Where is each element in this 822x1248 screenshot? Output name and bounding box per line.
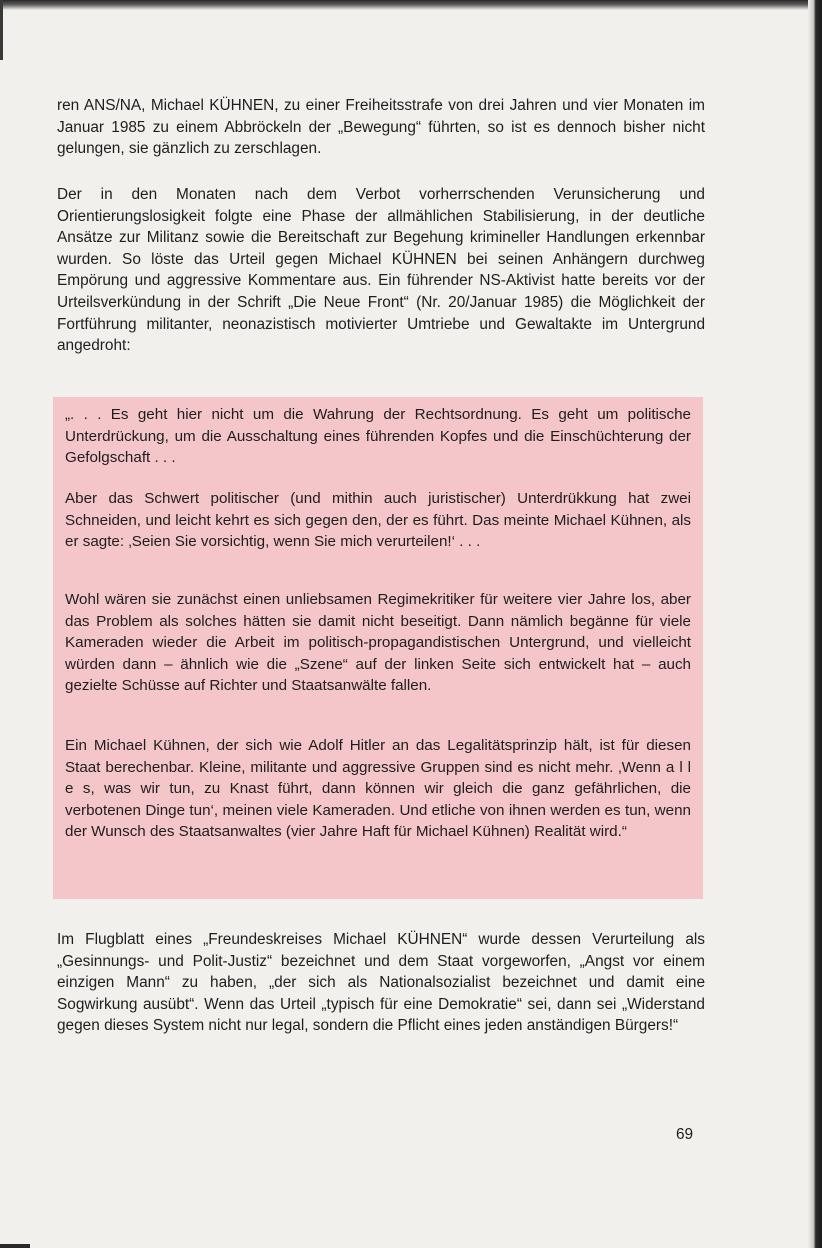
page-number: 69 xyxy=(676,1126,694,1143)
paragraph-intro: ren ANS/NA, Michael KÜHNEN, zu einer Freiheitsstrafe von drei Jahren und vier Monaten im Januar 1985 zu einem Abbröckeln der „Bewegung“ führten, so ist es dennoch bisher nicht gelungen, sie gänzlich zu zerschlagen. xyxy=(57,97,705,158)
scan-top-edge xyxy=(0,0,822,10)
quote-paragraph-2: Aber das Schwert politischer (und mithin auch juristischer) Unterdrükkung hat zwei Schneiden, und leicht kehrt es sich gegen den, der es führt. Das meinte Michael Kühnen, als er sagte: ‚Seien Sie vorsichtig, wenn Sie mich verurteilen!‘ . . . xyxy=(65,490,691,551)
scan-bottom-edge xyxy=(0,1244,30,1248)
book-spine-edge xyxy=(808,0,822,1248)
quote-paragraph-3: Wohl wären sie zunächst einen unliebsamen Regimekritiker für weitere vier Jahre los, aber das Problem als solches hätten sie damit nicht beseitigt. Dann nämlich begänne für viele Kameraden wieder die Arbeit im politisch-propagandistischen Untergrund, und vielleicht würden dann – ähnlich wie die „Szene“ auf der linken Seite sich entwickelt hat – auch gezielte Schüsse auf Richter und Staatsanwälte fallen. xyxy=(65,591,691,695)
quote-paragraph-4: Ein Michael Kühnen, der sich wie Adolf Hitler an das Legalitätsprinzip hält, ist für diesen Staat berechenbar. Kleine, militante und aggressive Gruppen sind es nicht mehr. ‚Wenn a l l e s, was wir tun, zu Knast führt, dann können wir gleich die ganz gefährlichen, die verbotenen Dinge tun‘, meinen viele Kameraden. Und etliche von ihnen werden es tun, wenn der Wunsch des Staatsanwaltes (vier Jahre Haft für Michael Kühnen) Realität wird.“ xyxy=(65,737,691,841)
paragraph-stabilization: Der in den Monaten nach dem Verbot vorherrschenden Verunsicherung und Orientierungslosigkeit folgte eine Phase der allmählichen Stabilisierung, in der deutliche Ansätze zur Militanz sowie die Bereitschaft zur Begehung krimineller Handlungen erkennbar wurden. So löste das Urteil gegen Michael KÜHNEN bei seinen Anhängern durchweg Empörung und aggressive Kommentare aus. Ein führender NS-Aktivist hatte bereits vor der Urteilsverkündung in der Schrift „Die Neue Front“ (Nr. 20/Januar 1985) die Möglichkeit der Fortführung militanter, neonazistisch motivierter Umtriebe und Gewaltakte im Untergrund angedroht: xyxy=(57,186,705,355)
scan-left-edge xyxy=(0,0,3,60)
quote-paragraph-1: „. . . Es geht hier nicht um die Wahrung der Rechtsordnung. Es geht um politische Unterdrückung, um die Ausschaltung eines führenden Kopfes und die Einschüchterung der Gefolgschaft . . . xyxy=(65,406,691,467)
paragraph-flugblatt: Im Flugblatt eines „Freundeskreises Michael KÜHNEN“ wurde dessen Verurteilung als „Gesinnungs- und Polit-Justiz“ bezeichnet und dem Staat vorgeworfen, „Angst vor einem einzigen Mann“ zu haben, „der sich als Nationalsozialist bezeichnet und damit eine Sogwirkung ausübt“. Wenn das Urteil „typisch für eine Demokratie“ sei, dann sei „Widerstand gegen dieses System nicht nur legal, sondern die Pflicht eines jeden anständigen Bürgers!“ xyxy=(57,931,705,1035)
